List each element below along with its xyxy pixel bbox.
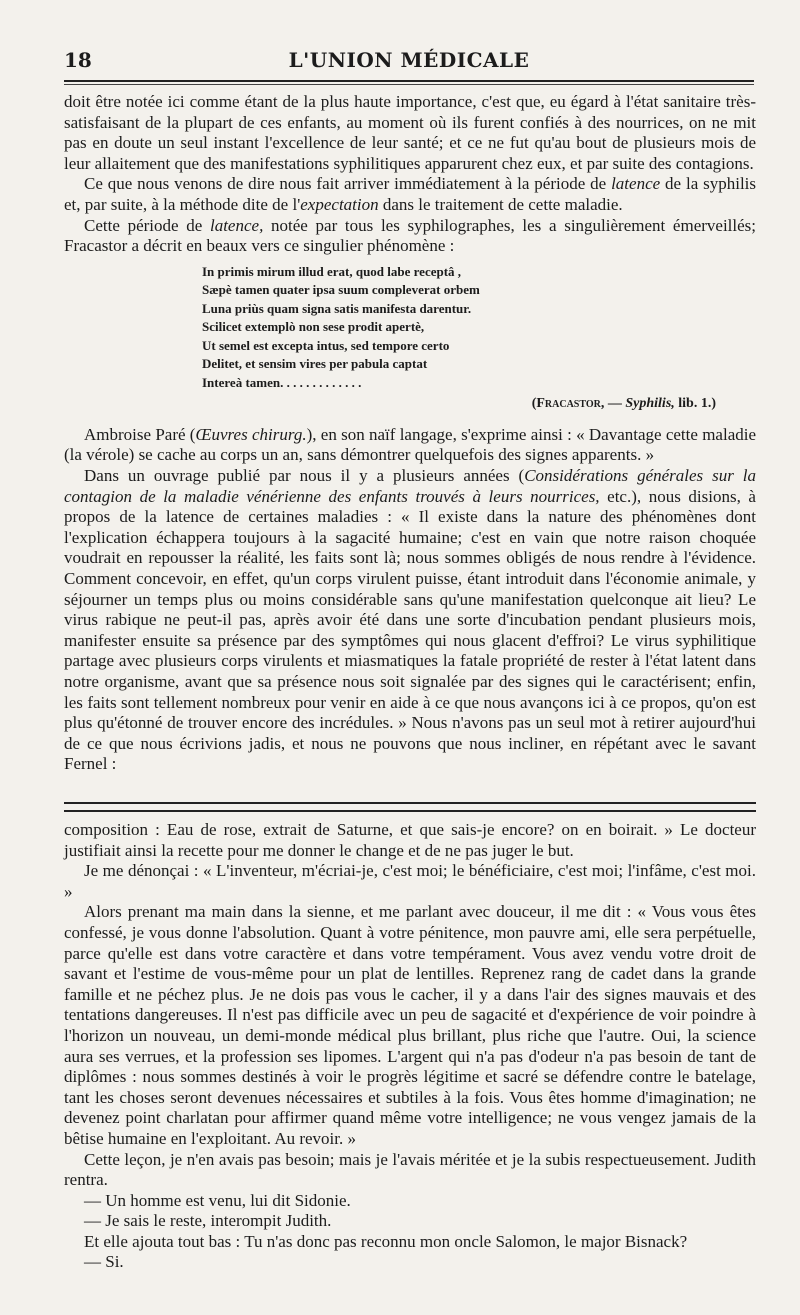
paragraph: Ce que nous venons de dire nous fait arriver immédiatement à la période de latence de la syphilis et, par suite, à la méthode dite de l'expectation dans le traitement de cette maladie. — [64, 174, 757, 214]
paragraph: Alors prenant ma main dans la sienne, et me parlant avec douceur, il me dit : « Vous vous êtes confessé, je vous donne l'absolution. Quant à votre pénitence, mon pauvre ami, elle sera perpétuelle, parce qu'elle est dans votre caractère et dans votre tempérament. Vous avez vendu votre droit de savant et l'estime de vous-même pour un plat de lentilles. Reprenez rang de cadet dans la grande famille et ne péchez plus. Je ne dois pas vous le cacher, il y a dans l'air des signes mauvais et des tentations dangereuses. Il n'est pas difficile avec un peu de sagacité et d'expérience de voir poindre à l'horizon un nouveau, un demi-monde médical plus brillant, plus riche que l'autre. Oui, la science aura ses verrues, et la profession ses lipomes. L'argent qui n'a pas d'odeur n'a pas besoin de tant de diplômes : nous sommes destinés à voir le progrès légitime et sacré se défendre contre le batelage, tant les choses seront devenues nécessaires et subtiles à la fois. Vous êtes homme d'imagination; ne devenez point charlatan pour affirmer quand même votre intelligence; ne vous vengez jamais de la bêtise humaine en l'exploitant. Au revoir. » — [64, 902, 756, 1148]
verse-citation: (Fracastor, — Syphilis, lib. 1.) — [531, 396, 716, 412]
verse-line: In primis mirum illud erat, quod labe receptâ , — [202, 263, 462, 279]
feuilleton-story — [64, 820, 756, 1273]
header-rule-thin — [64, 84, 754, 85]
dialogue-line: — Si. — [84, 1252, 124, 1272]
page-header — [64, 44, 754, 74]
emphasis: expectation — [300, 194, 379, 214]
emphasis: Considérations générales sur la contagion de la maladie vénérienne des enfants trouvés à leurs nourrices, — [64, 466, 757, 506]
page-number: 18 — [64, 48, 92, 72]
dialogue-line: — Un homme est venu, lui dit Sidonie. — [84, 1190, 351, 1210]
verse-line: Delitet, et sensim vires per pabula captat — [202, 356, 428, 372]
verse-line: Sæpè tamen quater ipsa suum compleverat orbem — [202, 282, 480, 298]
emphasis: Œuvres chirurg. — [195, 424, 307, 444]
paragraph: Et elle ajouta tout bas : Tu n'as donc pas reconnu mon oncle Salomon, le major Bisnack? — [84, 1231, 688, 1251]
emphasis: latence, — [209, 215, 264, 235]
paragraph: Ambroise Paré (Œuvres chirurg.), en son naïf langage, s'exprime ainsi : « Davantage cette maladie (la vérole) se cache au corps un an, sans démontrer quelquefois des signes apparents. » — [64, 424, 757, 465]
running-title: L'UNION MÉDICALE — [288, 48, 530, 72]
verse-line: Ut semel est excepta intus, sed tempore certo — [202, 337, 450, 353]
verse-line: Scilicet extemplò non sese prodit apertè, — [202, 319, 425, 335]
paragraph: composition : Eau de rose, extrait de Saturne, et que sais-je encore? on en boirait. » Le docteur justifiait ainsi la recette pour me donner le change et de ne pas juger le but. — [64, 820, 756, 860]
latin-verse-quote — [202, 263, 756, 393]
paragraph: Cette leçon, je n'en avais pas besoin; mais je l'avais méritée et je la subis respectueusement. Judith rentra. — [64, 1149, 756, 1190]
cite-work: Syphilis, — [625, 396, 675, 412]
paragraph: Je me dénonçai : « L'inventeur, m'écriai-je, c'est moi; le bénéficiaire, c'est moi; l'infâme, c'est moi. » — [64, 861, 756, 901]
paragraph: doit être notée ici comme étant de la plus haute importance, c'est que, eu égard à l'état sanitaire très-satisfaisant de la plupart de ces enfants, au moment où ils furent confiés à des nourrices, on ne mit pas en doute un seul instant l'excellence de leur santé; et ce ne fut qu'au bout de plusieurs mois de leur allaitement que des manifestations syphilitiques apparurent chez eux, et par suite des contagions. — [64, 92, 756, 173]
verse-line: Luna priùs quam signa satis manifesta darentur. — [202, 300, 472, 316]
verse-line: Intereà tamen. . . . . . . . . . . . . — [202, 374, 362, 390]
main-article — [64, 92, 756, 775]
emphasis: latence — [611, 174, 661, 194]
paragraph: Dans un ouvrage publié par nous il y a plusieurs années (Considérations générales sur la contagion de la maladie vénérienne des enfants trouvés à leurs nourrices, etc.), nous disions, à propos de la latence de certaines maladies : « Il existe dans la nature des phénomènes dont l'explication échappera toujours à la sagacité humaine; c'est en vain que notre raison choquée voudrait en repousser la réalité, les faits sont là; nous sommes obligés de nous rendre à l'évidence. Comment concevoir, en effet, qu'un corps virulent puisse, étant introduit dans l'économie animale, y séjourner un temps plus ou moins considérable sans qu'une manifestation quelconque ait lieu? Le virus rabique ne peut-il pas, après avoir été dans une sorte d'incubation pendant plusieurs mois, manifester ensuite sa présence par des symptômes qui nous glacent d'effroi? Le virus syphilitique partage avec plusieurs corps virulents et miasmatiques la fatale propriété de rester à l'état latent dans notre organisme, avant que sa présence nous soit signalée par des signes qui le caractérisent; enfin, les faits sont tellement nombreux pour venir en aide à ce que nous avançons ici à ce propos, qu'on est plus qu'étonné de trouver encore des incrédules. » Nous n'avons pas un seul mot à retirer aujourd'hui de ce que nous écrivions jadis, et nous ne pouvons que nous incliner, en répétant avec le savant Fernel : — [64, 466, 757, 774]
paragraph: Cette période de latence, notée par tous les syphilographes, les a singulièrement émerveillés; Fracastor a décrit en beaux vers ce singulier phénomène : — [64, 215, 757, 256]
cite-author: Fracastor — [536, 396, 601, 412]
dialogue-line: — Je sais le reste, interompit Judith. — [84, 1211, 332, 1231]
header-rule — [64, 80, 754, 82]
feuilleton-divider — [64, 802, 756, 812]
